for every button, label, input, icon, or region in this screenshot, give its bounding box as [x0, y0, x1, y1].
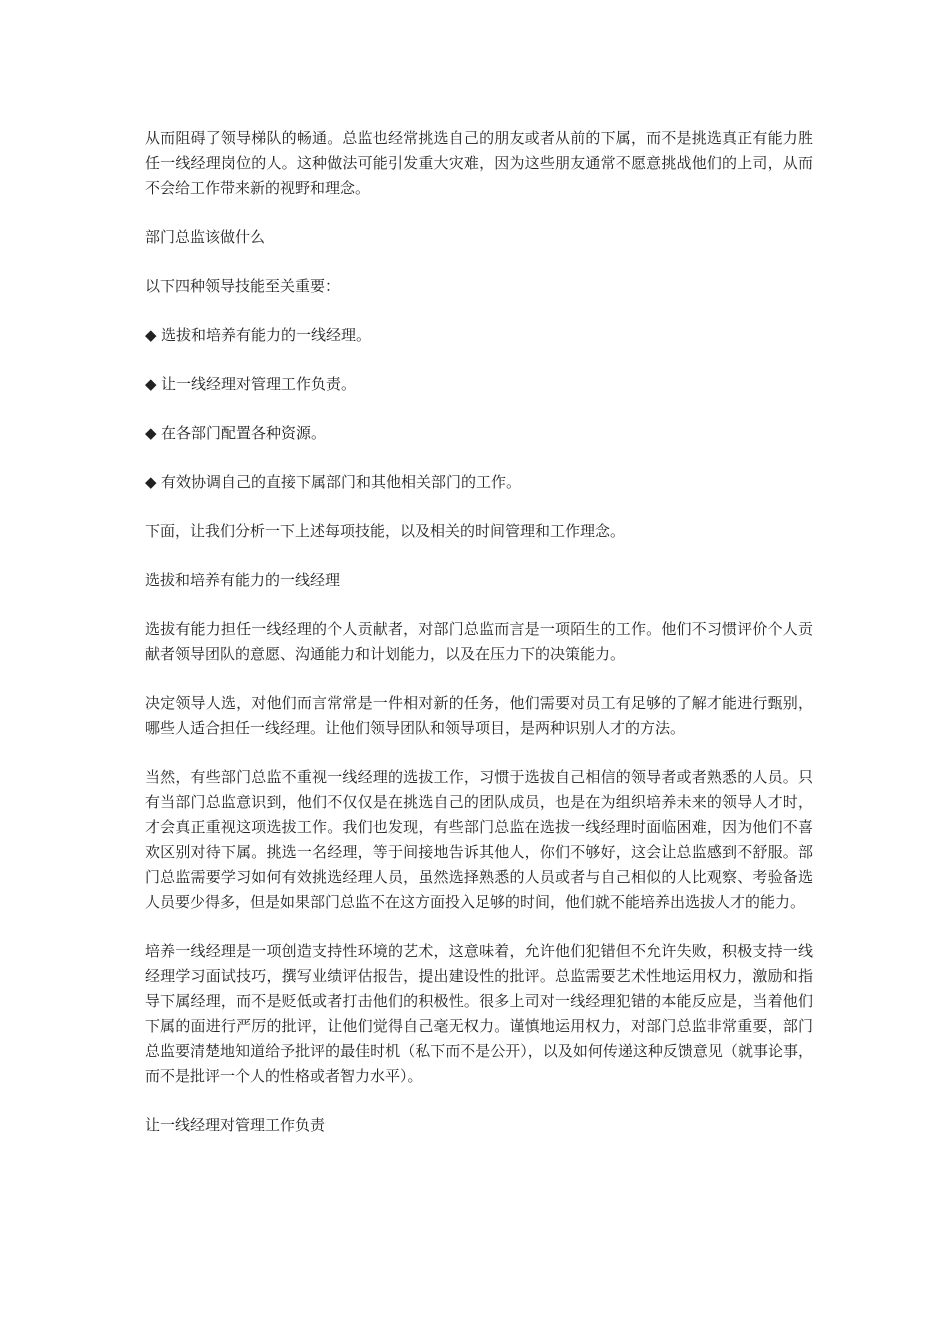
bullet-item [145, 470, 813, 495]
bullet-item [145, 372, 813, 397]
body-paragraph: 当然，有些部门总监不重视一线经理的选拔工作，习惯于选拔自己相信的领导者或者熟悉的人员。只有当部门总监意识到，他们不仅仅是在挑选自己的团队成员，也是在为组织培养未来的领导人才时，才会真正重视这项选拔工作。我们也发现，有些部门总监在选拔一线经理时面临困难，因为他们不喜欢区别对待下属。挑选一名经理，等于间接地告诉其他人，你们不够好，这会让总监感到不舒服。部门总监需要学习如何有效挑选经理人员，虽然选择熟悉的人员或者与自己相似的人比观察、考验备选人员要少得多，但是如果部门总监不在这方面投入足够的时间，他们就不能培养出选拔人才的能力。 [145, 768, 813, 911]
section-heading: 让一线经理对管理工作负责 [145, 1116, 326, 1134]
bullet-text: 有效协调自己的直接下属部门和其他相关部门的工作。 [161, 473, 522, 491]
body-paragraph: 下面，让我们分析一下上述每项技能，以及相关的时间管理和工作理念。 [145, 522, 626, 540]
list-intro: 以下四种领导技能至关重要： [145, 277, 341, 295]
diamond-bullet-icon: ◆ [145, 473, 157, 491]
diamond-bullet-icon: ◆ [145, 326, 157, 344]
document-page [145, 126, 813, 1162]
bullet-text: 选拔和培养有能力的一线经理。 [161, 326, 372, 344]
body-paragraph: 决定领导人选，对他们而言常常是一件相对新的任务，他们需要对员工有足够的了解才能进行甄别，哪些人适合担任一线经理。让他们领导团队和领导项目，是两种识别人才的方法。 [145, 694, 813, 737]
bullet-text: 让一线经理对管理工作负责。 [161, 375, 357, 393]
bullet-item [145, 323, 813, 348]
diamond-bullet-icon: ◆ [145, 375, 157, 393]
bullet-item [145, 421, 813, 446]
diamond-bullet-icon: ◆ [145, 424, 157, 442]
bullet-text: 在各部门配置各种资源。 [161, 424, 327, 442]
intro-paragraph: 从而阻碍了领导梯队的畅通。总监也经常挑选自己的朋友或者从前的下属，而不是挑选真正有能力胜任一线经理岗位的人。这种做法可能引发重大灾难，因为这些朋友通常不愿意挑战他们的上司，从而不会给工作带来新的视野和理念。 [145, 129, 813, 197]
section-heading: 选拔和培养有能力的一线经理 [145, 571, 341, 589]
body-paragraph: 培养一线经理是一项创造支持性环境的艺术，这意味着，允许他们犯错但不允许失败，积极支持一线经理学习面试技巧，撰写业绩评估报告，提出建设性的批评。总监需要艺术性地运用权力，激励和指导下属经理，而不是贬低或者打击他们的积极性。很多上司对一线经理犯错的本能反应是，当着他们下属的面进行严厉的批评，让他们觉得自己毫无权力。谨慎地运用权力，对部门总监非常重要，部门总监要清楚地知道给予批评的最佳时机（私下而不是公开），以及如何传递这种反馈意见（就事论事，而不是批评一个人的性格或者智力水平）。 [145, 942, 813, 1085]
body-paragraph: 选拔有能力担任一线经理的个人贡献者，对部门总监而言是一项陌生的工作。他们不习惯评价个人贡献者领导团队的意愿、沟通能力和计划能力，以及在压力下的决策能力。 [145, 620, 813, 663]
section-heading: 部门总监该做什么 [145, 228, 266, 246]
